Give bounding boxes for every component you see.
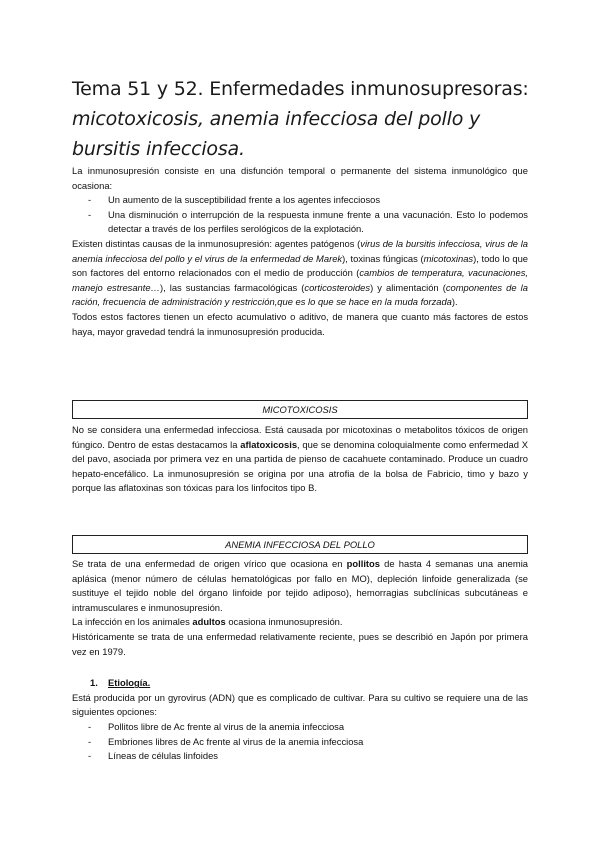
title-line-1: Tema 51 y 52. Enfermedades inmunosupresoras:: [72, 78, 529, 100]
anemia-paragraph-4: Está producida por un gyrovirus (ADN) que es complicado de cultivar. Para su cultivo se requiere una de las siguientes opciones:: [72, 691, 528, 718]
section-heading-micotoxicosis: MICOTOXICOSIS: [72, 400, 528, 419]
intro-paragraph-2: Existen distintas causas de la inmunosupresión: agentes patógenos (virus de la bursitis infecciosa, virus de la anemia infecciosa del pollo y el virus de la enfermedad de Marek), toxinas fúngicas (micotoxinas), todo lo que son factores del entorno relacionados con el medio de producción (cambios de temperatura, vacunaciones, manejo estresante…), las sustancias farmacológicas (corticosteroides) y alimentación (componentes de la ración, frecuencia de administración y restricción,que es lo que se hace en la muda forzada).: [72, 237, 529, 308]
anemia-paragraph-3: Históricamente se trata de una enfermedad relativamente reciente, pues se describió en Japón por primera vez en 1979.: [72, 630, 528, 657]
list-item: - Líneas de células linfoides: [72, 749, 528, 764]
list-item: - Un aumento de la susceptibilidad frente a los agentes infecciosos: [72, 193, 528, 208]
bullet-dash: -: [88, 194, 92, 206]
intro-section: [72, 164, 528, 339]
intro-paragraph-1: La inmunosupresión consiste en una disfunción temporal o permanente del sistema inmunológico que ocasiona:: [72, 165, 528, 191]
title-line-2: micotoxicosis, anemia infecciosa del pollo y: [72, 108, 481, 130]
intro-paragraph-3: Todos estos factores tienen un efecto acumulativo o aditivo, de manera que cuanto más factores de estos haya, mayor gravedad tendrá la inmunosupresión producida.: [72, 310, 528, 337]
anemia-paragraph-1: Se trata de una enfermedad de origen vírico que ocasiona en pollitos de hasta 4 semanas una anemia aplásica (menor número de células hematológicas por fallo en MO), depleción linfoide generalizada (se sustituye el tejido noble del órgano linfoide por tejido adiposo), hemorragias subclínicas subcutáneas e intramusculares e inmunosupresión.: [72, 558, 529, 613]
anemia-paragraph-2: La infección en los animales adultos ocasiona inmunosupresión.: [72, 616, 343, 628]
title-line-3: bursitis infecciosa.: [72, 138, 245, 160]
list-item: - Embriones libres de Ac frente al virus de la anemia infecciosa: [72, 735, 528, 750]
page-title: [72, 74, 542, 164]
section-heading-anemia: ANEMIA INFECCIOSA DEL POLLO: [72, 535, 528, 554]
section-etiologia-heading: 1. Etiología.: [90, 677, 151, 689]
list-item: - Pollitos libre de Ac frente al virus de la anemia infecciosa: [72, 720, 528, 735]
micotoxicosis-paragraph: No se considera una enfermedad infecciosa. Está causada por micotoxinas o metabolitos tóxicos de origen fúngico. Dentro de estas destacamos la aflatoxicosis, que se denomina coloquialmente como enfermedad X del pavo, asociada por primera vez en una partida de pienso de cacahuete contaminado. Produce un cuadro hepato-encefálico. La inmunosupresión se origina por una atrofia de la bolsa de Fabricio, timo y bazo y porque las aflatoxinas son tóxicas para los linfocitos tipo B.: [72, 424, 528, 494]
anemia-section: [72, 557, 528, 764]
bullet-dash: -: [88, 735, 92, 747]
bullet-dash: -: [88, 750, 92, 762]
bullet-dash: -: [88, 208, 92, 220]
micotoxicosis-section: [72, 423, 528, 496]
list-item: - Una disminución o interrupción de la respuesta inmune frente a una vacunación. Esto lo podemos detectar a través de los perfiles serológicos de la explotación.: [88, 208, 528, 235]
bullet-dash: -: [88, 720, 92, 732]
